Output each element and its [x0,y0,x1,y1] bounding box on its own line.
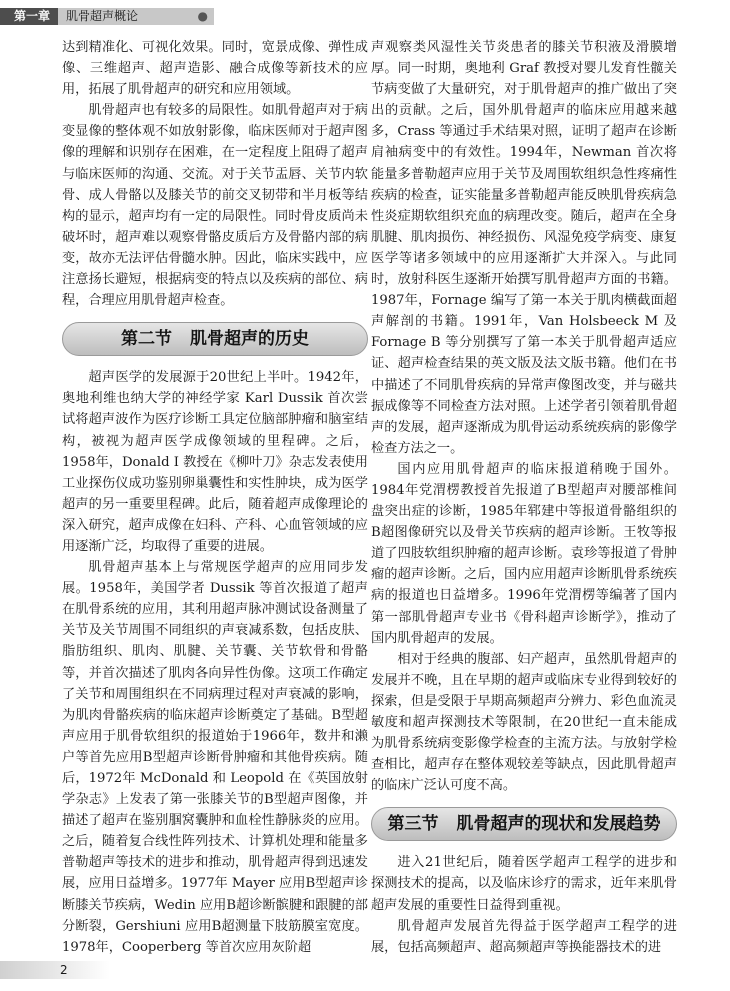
paragraph: 肌骨超声也有较多的局限性。如肌骨超声对于病变显像的整体观不如放射影像，临床医师对于超声图像的理解和识别存在困难，在一定程度上阻碍了超声与临床医师的沟通、交流。对于关节盂唇、关节内软骨、成人骨骼以及膝关节的前交叉韧带和半月板等结构的显示，超声均有一定的局限性。同时骨皮质尚未破坏时，超声难以观察骨骼皮质后方及骨骼内部的病变，故亦无法评估骨髓水肿。因此，临床实践中，应注意扬长避短，根据病变的特点以及疾病的部位、病程，合理应用肌骨超声检查。 [62,103,368,309]
paragraph: 肌骨超声发展首先得益于医学超声工程学的进展，包括高频超声、超高频超声等换能器技术的进 [371,918,677,955]
page-number: 2 [60,963,68,977]
section-heading-2 [62,322,368,356]
page-footer [0,961,110,979]
running-header [0,8,214,25]
paragraph: 进入21世纪后，随着医学超声工程学的进步和探测技术的提高，以及临床诊疗的需求，近年来肌骨超声发展的重要性日益得到重视。 [371,855,677,913]
section-number: 第二节 [121,329,173,350]
left-column [62,37,368,958]
paragraph: 肌骨超声基本上与常规医学超声的应用同步发展。1958年，美国学者 Dussik 等首次报道了超声在肌骨系统的应用，其利用超声脉冲测试设备测量了关节及关节周围不同组织的声衰减系数，包括皮肤、脂肪组织、肌肉、肌腱、关节囊、关节软骨和骨骼等，并首次描述了肌肉各向异性伪像。这项工作确定了关节和周围组织在不同病理过程对声衰减的影响，为肌肉骨骼疾病的临床超声诊断奠定了基础。B型超声应用于肌骨软组织的报道始于1966年，数井和濑户等首先应用B型超声诊断骨肿瘤和其他骨疾病。随后，1972年 McDonald 和 Leopold 在《英国放射学杂志》上发表了第一张膝关节的B型超声图像，并描述了超声在鉴别腘窝囊肿和血栓性静脉炎的应用。之后，随着复合线性阵列技术、计算机处理和能量多普勒超声等技术的进步和推动，肌骨超声得到迅速发展，应用日益增多。1977年 Mayer 应用B型超声诊断膝关节疾病，Wedin 应用B超诊断髌腱和跟腱的部分断裂，Gershiuni 应用B超测量下肢筋膜室宽度。1978年，Cooperberg 等首次应用灰阶超 [62,560,368,955]
paragraph: 国内应用肌骨超声的临床报道稍晚于国外。1984年党渭楞教授首先报道了B型超声对腰部椎间盘突出症的诊断，1985年郓建中等报道骨骼组织的B超图像研究以及骨关节疾病的超声诊断。王牧等报道了四肢软组织肿瘤的超声诊断。袁珍等报道了骨肿瘤的超声诊断。之后，国内应用超声诊断肌骨系统疾病的报道也日益增多。1996年党渭楞等编著了国内第一部肌骨超声专业书《骨科超声诊断学》，推动了国内肌骨超声的发展。 [371,461,677,646]
section-title: 肌骨超声的历史 [189,329,309,350]
paragraph: 达到精准化、可视化效果。同时，宽景成像、弹性成像、三维超声、超声造影、融合成像等新技术的应用，拓展了肌骨超声的研究和应用领域。 [62,40,368,98]
chapter-label: 第一章 [0,8,58,25]
section-number: 第三节 [387,814,439,835]
bullet-icon: ● [197,9,208,23]
paragraph: 声观察类风湿性关节炎患者的膝关节积液及滑膜增厚。同一时期，奥地利 Graf 教授对婴儿发育性髋关节病变做了大量研究，对于肌骨超声的推广做出了突出的贡献。之后，国外肌骨超声的临床应用越来越多，Crass 等通过手术结果对照，证明了超声在诊断肩袖病变中的有效性。1994年，Newman 首次将能量多普勒超声应用于关节及周围软组织急性疼痛性疾病的检查，证实能量多普勒超声能反映肌骨疾病急性炎症期软组织充血的病理改变。随后，超声在全身肌腱、肌肉损伤、神经损伤、风湿免疫学病变、康复医学等诸多领域中的应用逐渐扩大并深入。与此同时，放射科医生逐渐开始撰写肌骨超声方面的书籍。1987年，Fornage 编写了第一本关于肌肉横截面超声解剖的书籍。1991年，Van Holsbeeck M 及 Fornage B 等分别撰写了第一本关于肌骨超声适应证、超声检查结果的英文版及法文版书籍。他们在书中描述了不同肌骨疾病的异常声像图改变，并与磁共振成像等不同检查方法对照。上述学者引领着肌骨超声的发展，超声逐渐成为肌骨运动系统疾病的影像学检查方法之一。 [371,40,677,456]
paragraph: 超声医学的发展源于20世纪上半叶。1942年，奥地利维也纳大学的神经学家 Karl Dussik 首次尝试将超声波作为医疗诊断工具定位脑部肿瘤和脑室结构，被视为超声医学成像领域的里程碑。之后，1958年，Donald I 教授在《柳叶刀》杂志发表使用工业探伤仪成功鉴别卵巢囊性和实性肿块，成为医学超声的另一重要里程碑。此后，随着超声成像理论的深入研究，超声成像在妇科、产科、心血管领域的应用逐渐广泛，均取得了重要的进展。 [62,370,368,554]
chapter-title-box [58,8,214,25]
section-heading-3 [371,807,677,841]
section-title: 肌骨超声的现状和发展趋势 [456,814,661,835]
paragraph: 相对于经典的腹部、妇产超声，虽然肌骨超声的发展并不晚，且在早期的超声或临床专业得到较好的探索，但是受限于早期高频超声分辨力、彩色血流灵敏度和超声探测技术等限制，在20世纪一直未能成为肌骨系统病变影像学检查的主流方法。与放射学检查相比，超声存在整体观较差等缺点，因此肌骨超声的临床广泛认可度不高。 [371,651,677,794]
chapter-title: 肌骨超声概论 [66,9,139,23]
right-column [371,37,677,958]
